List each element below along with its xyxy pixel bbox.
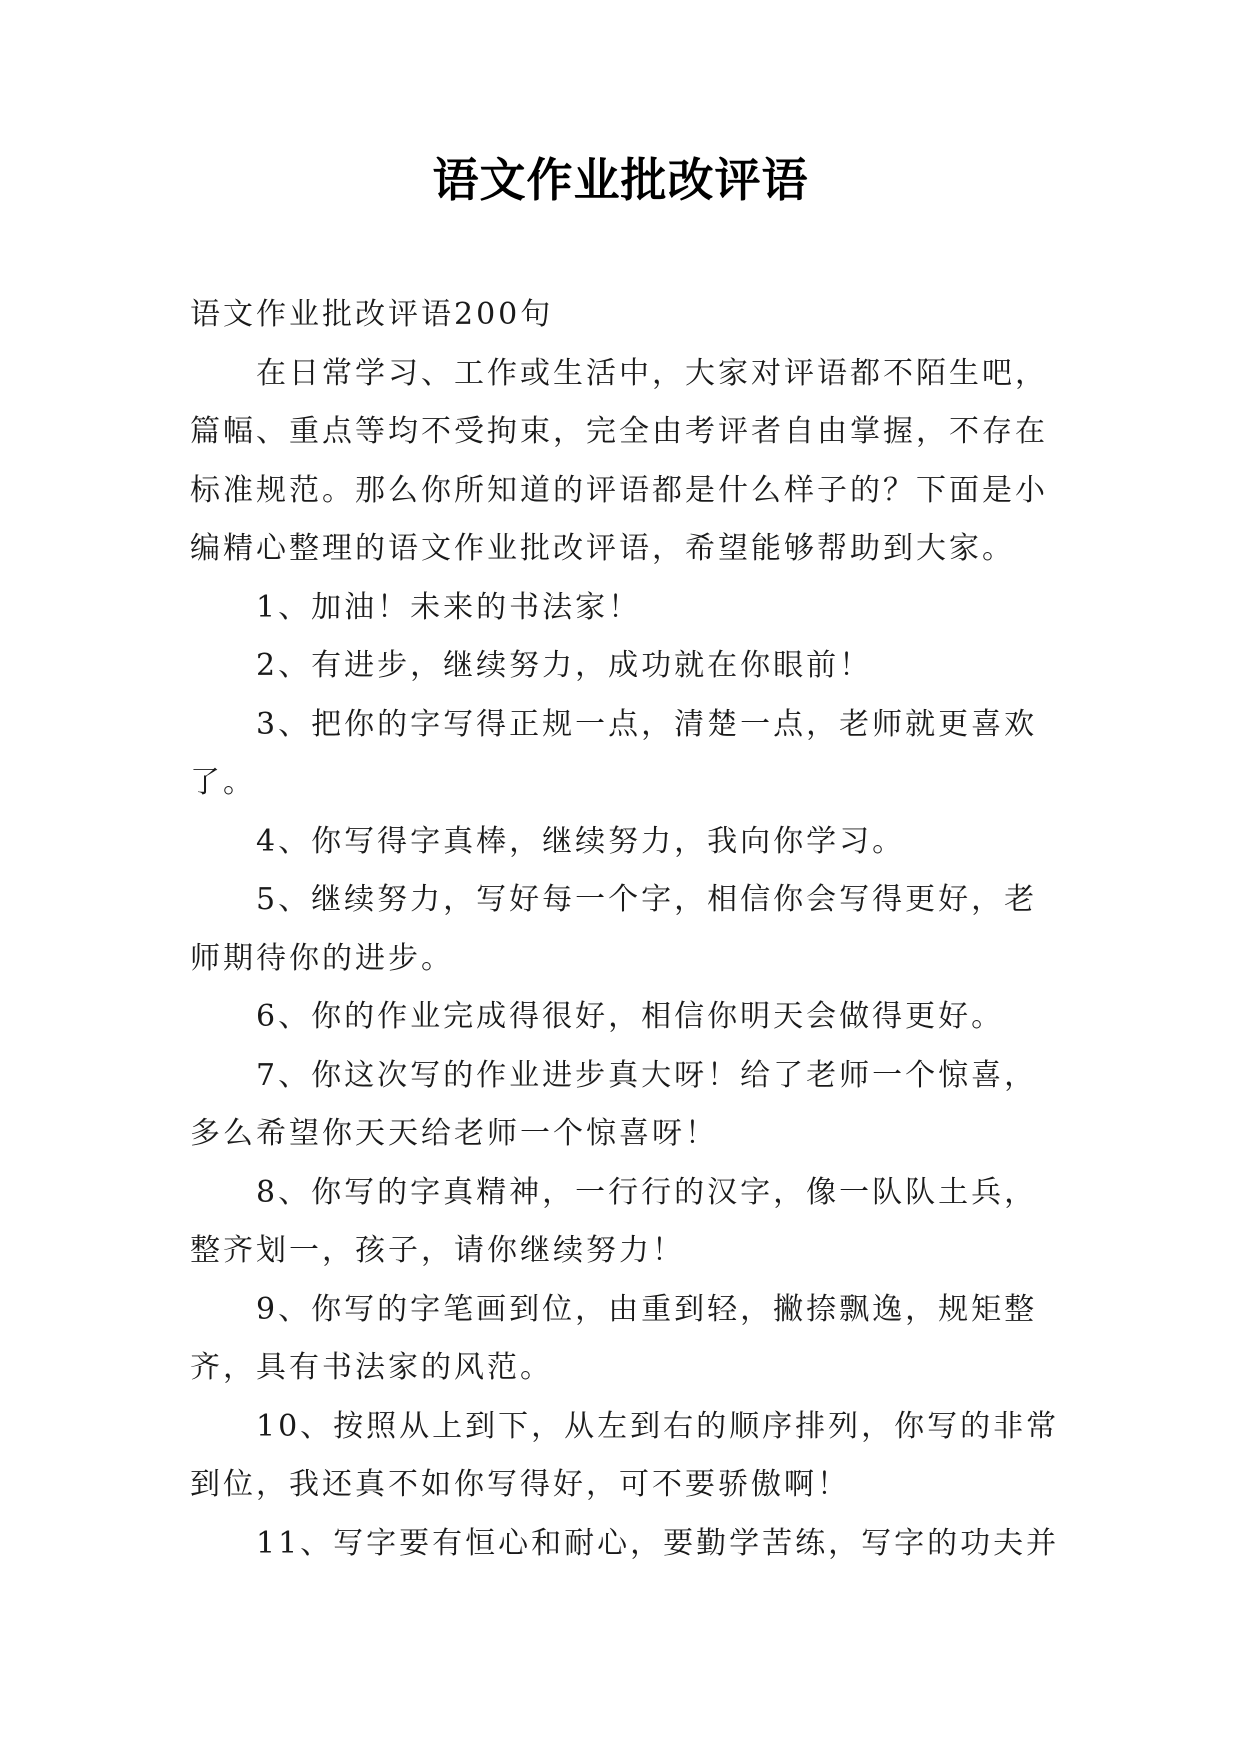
intro-paragraph: 在日常学习、工作或生活中，大家对评语都不陌生吧，篇幅、重点等均不受拘束，完全由考评者自由掌握，不存在标准规范。那么你所知道的评语都是什么样子的？下面是小编精心整理的语文作业批改评语，希望能够帮助到大家。 (190, 355, 1048, 566)
comment-item-10: 10、按照从上到下，从左到右的顺序排列，你写的非常到位，我还真不如你写得好，可不要骄傲啊！ (190, 1408, 1060, 1502)
comment-item-6: 6、你的作业完成得很好，相信你明天会做得更好。 (256, 999, 1005, 1034)
comment-item-2: 2、有进步，继续努力，成功就在你眼前！ (256, 648, 873, 683)
comment-item-5: 5、继续努力，写好每一个字，相信你会写得更好，老师期待你的进步。 (190, 882, 1038, 976)
document-subtitle: 语文作业批改评语200句 (190, 297, 554, 332)
comment-item-11: 11、写字要有恒心和耐心，要勤学苦练，写字的功夫并 (256, 1525, 1060, 1561)
comment-item-9: 9、你写的字笔画到位，由重到轻，撇捺飘逸，规矩整齐，具有书法家的风范。 (190, 1291, 1038, 1385)
comment-item-7: 7、你这次写的作业进步真大呀！给了老师一个惊喜，多么希望你天天给老师一个惊喜呀！ (190, 1057, 1038, 1151)
document-title: 语文作业批改评语 (432, 153, 809, 207)
comment-item-3: 3、把你的字写得正规一点，清楚一点，老师就更喜欢了。 (190, 706, 1038, 800)
comment-item-1: 1、加油！未来的书法家！ (256, 589, 642, 625)
comment-item-8: 8、你写的字真精神，一行行的汉字，像一队队土兵，整齐划一，孩子，请你继续努力！ (190, 1174, 1038, 1268)
document-body (190, 286, 1060, 1573)
comment-item-4: 4、你写得字真棒，继续努力，我向你学习。 (256, 823, 906, 859)
